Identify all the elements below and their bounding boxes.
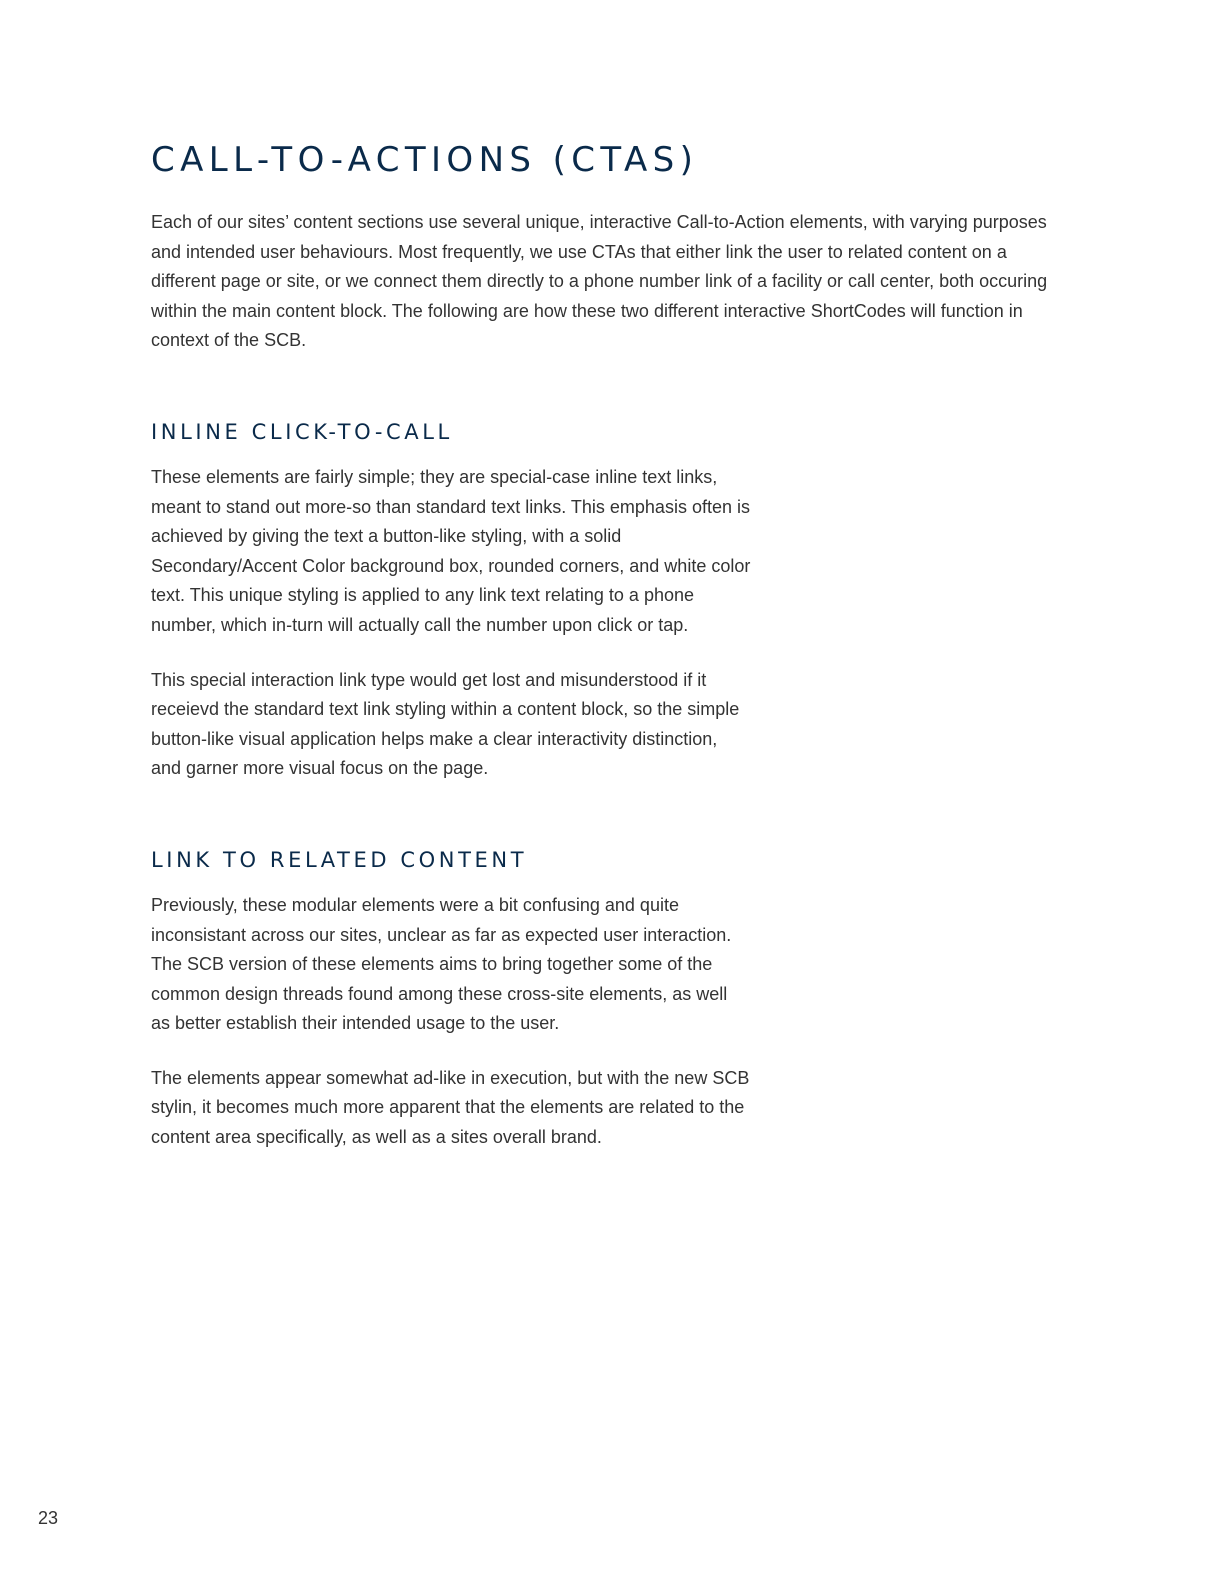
page-title: CALL-TO-ACTIONS (CTAS) [151,140,699,180]
document-page [151,138,1066,1153]
section-link-to-related-content [151,846,1066,1153]
section-paragraph: These elements are fairly simple; they are special-case inline text links, meant to stand out more-so than standard text links. This emphasis often is achieved by giving the text a button-like styling, with a solid Secondary/Accent Color background box, rounded corners, and white color text. This unique styling is applied to any link text relating to a phone number, which in-turn will actually call the number upon click or tap. [151,466,751,635]
section-paragraph: The elements appear somewhat ad-like in execution, but with the new SCB stylin, it becomes much more apparent that the elements are related to the content area specifically, as well as a sites overall brand. [151,1067,750,1148]
section-heading-inline-click-to-call: INLINE CLICK-TO-CALL [151,419,453,444]
section-paragraph: This special interaction link type would get lost and misunderstood if it receievd the standard text link styling within a content block, so the simple button-like visual application helps make a clear interactivity distinction, and garner more visual focus on the page. [151,669,740,779]
section-paragraph: Previously, these modular elements were a bit confusing and quite inconsistant across our sites, unclear as far as expected user interaction. The SCB version of these elements aims to bring together some of the common design threads found among these cross-site elements, as well as better establish their intended usage to the user. [151,894,732,1034]
section-inline-click-to-call [151,418,1066,784]
section-heading-link-to-related-content: LINK TO RELATED CONTENT [151,847,528,872]
page-number: 23 [38,1508,59,1528]
intro-paragraph: Each of our sites’ content sections use several unique, interactive Call-to-Action elements, with varying purposes and intended user behaviours. Most frequently, we use CTAs that either link the user to related content on a different page or site, or we connect them directly to a phone number link of a facility or call center, both occuring within the main content block. The following are how these two different interactive ShortCodes will function in context of the SCB. [151,212,1048,351]
